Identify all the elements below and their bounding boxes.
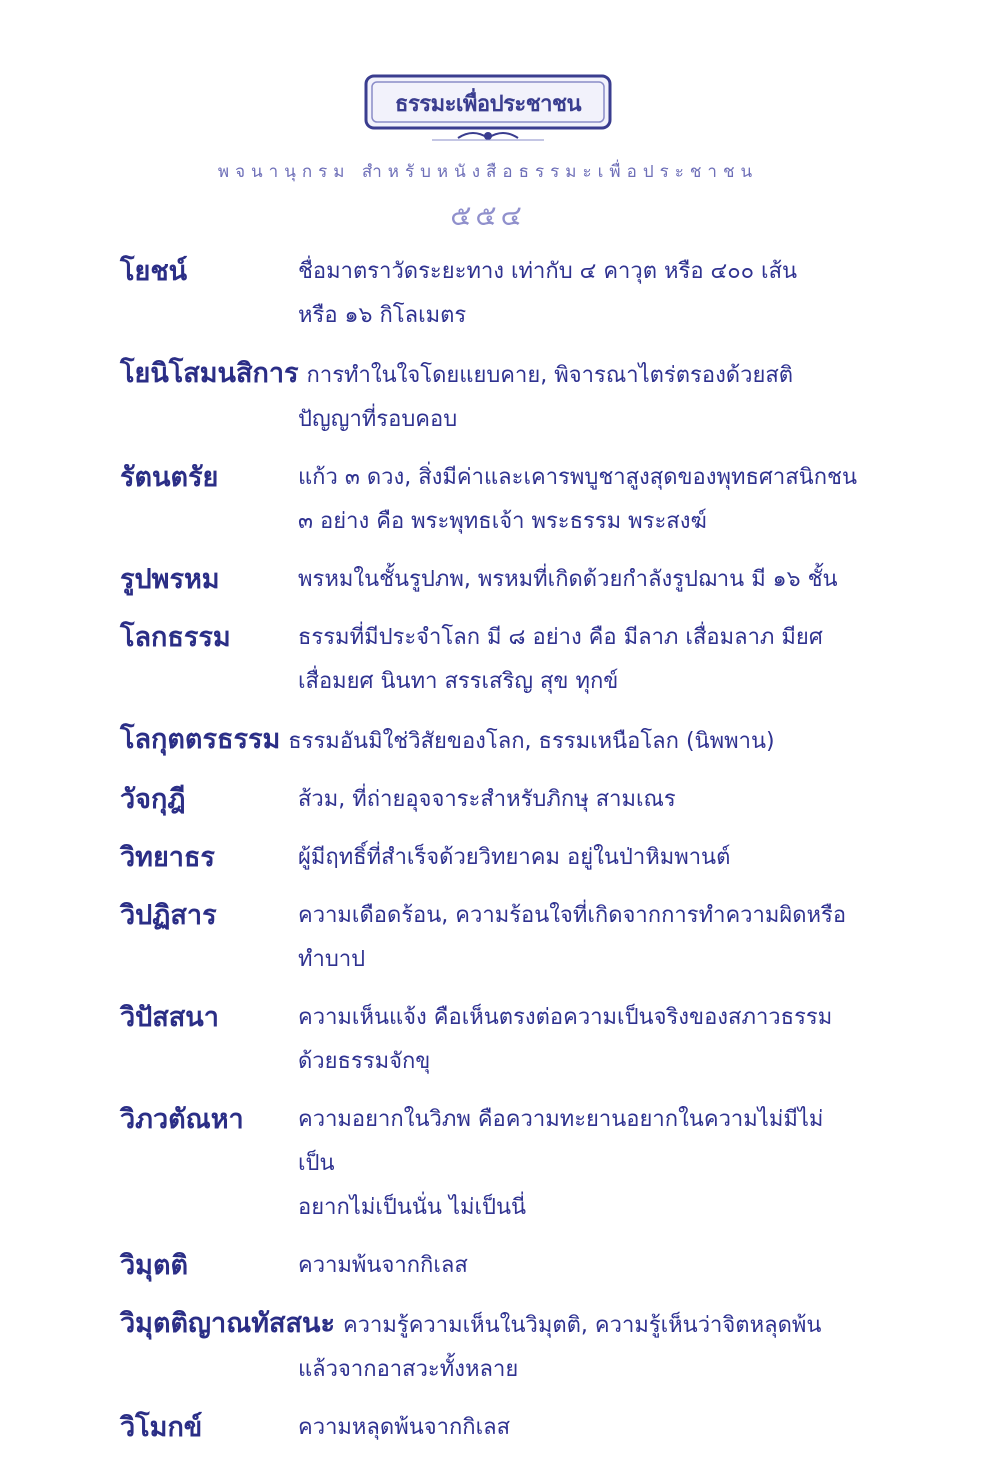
entry-definition: ความเห็นแจ้ง คือเห็นตรงต่อความเป็นจริงของสภาวธรรม ด้วยธรรมจักขุ: [298, 1005, 833, 1074]
glossary-entry: [120, 352, 860, 442]
entry-definition: แก้ว ๓ ดวง, สิ่งมีค่าและเคารพบูชาสูงสุดของพุทธศาสนิกชน ๓ อย่าง คือ พระพุทธเจ้า พระธรรม พระสงฆ์: [298, 465, 858, 534]
entry-term: วิมุตติ: [120, 1250, 189, 1281]
entry-term: โลกุตตรธรรม: [120, 724, 281, 755]
entry-definition: ความพ้นจากกิเลส: [298, 1253, 468, 1278]
glossary-entry: [120, 836, 860, 880]
glossary-entry: [120, 558, 860, 602]
page-subtitle: พจนานุกรม สำหรับหนังสือธรรมะเพื่อประชาชน: [217, 162, 759, 182]
entry-definition: ความหลุดพ้นจากกิเลส: [298, 1415, 511, 1440]
entry-term: วิปัสสนา: [120, 1002, 219, 1033]
entry-definition: ธรรมที่มีประจำโลก มี ๘ อย่าง คือ มีลาภ เสื่อมลาภ มียศ เสื่อมยศ นินทา สรรเสริญ สุข ทุกข์: [298, 625, 823, 694]
entry-term: วิปฏิสาร: [120, 900, 217, 931]
glossary-entry: [120, 616, 860, 704]
glossary-entry: [120, 1244, 860, 1288]
glossary-list: [120, 250, 860, 1464]
entry-definition: ธรรมอันมิใช่วิสัยของโลก, ธรรมเหนือโลก (นิพพาน): [288, 729, 775, 754]
entry-definition: ส้วม, ที่ถ่ายอุจจาระสำหรับภิกษุ สามเณร: [298, 787, 676, 812]
glossary-entry: [120, 778, 860, 822]
entry-definition: พรหมในชั้นรูปภพ, พรหมที่เกิดด้วยกำลังรูปฌาน มี ๑๖ ชั้น: [298, 567, 838, 592]
glossary-entry: [120, 456, 860, 544]
glossary-entry: [120, 718, 860, 764]
entry-term: โยนิโสมนสิการ: [120, 358, 299, 389]
entry-term: วิทยาธร: [120, 842, 215, 873]
entry-term: วิมุตติญาณทัสสนะ: [120, 1308, 335, 1339]
entry-term: วิภวตัณหา: [120, 1104, 244, 1135]
publication-logo: [362, 72, 614, 148]
entry-term: วัจกุฎี: [120, 784, 186, 815]
glossary-entry: [120, 894, 860, 982]
entry-term: วิโมกข์: [120, 1412, 203, 1443]
glossary-entry: [120, 1098, 860, 1230]
entry-definition: ความอยากในวิภพ คือความทะยานอยากในความไม่มีไม่เป็น อยากไม่เป็นนั่น ไม่เป็นนี่: [298, 1107, 824, 1220]
glossary-entry: [120, 1302, 860, 1392]
entry-definition-continued: แล้วจากอาสวะทั้งหลาย: [298, 1357, 519, 1382]
entry-definition: การทำในใจโดยแยบคาย, พิจารณาไตร่ตรองด้วยสติ: [306, 363, 794, 388]
page-number: ๕๕๔: [450, 199, 526, 232]
entry-term: รูปพรหม: [120, 564, 220, 595]
entry-term: รัตนตรัย: [120, 462, 219, 493]
entry-definition: ผู้มีฤทธิ์ที่สำเร็จด้วยวิทยาคม อยู่ในป่าหิมพานต์: [298, 845, 731, 870]
entry-term: โยชน์: [120, 256, 188, 287]
entry-definition-continued: ปัญญาที่รอบคอบ: [298, 407, 458, 432]
glossary-entry: [120, 996, 860, 1084]
entry-definition: ความรู้ความเห็นในวิมุตติ, ความรู้เห็นว่าจิตหลุดพ้น: [342, 1313, 822, 1338]
entry-term: โลกธรรม: [120, 622, 231, 653]
logo-text: ธรรมะเพื่อประชาชน: [395, 92, 581, 117]
entry-definition: ชื่อมาตราวัดระยะทาง เท่ากับ ๔ คาวุต หรือ ๔๐๐ เส้น หรือ ๑๖ กิโลเมตร: [298, 259, 798, 328]
glossary-entry: [120, 250, 860, 338]
entry-definition: ความเดือดร้อน, ความร้อนใจที่เกิดจากการทำความผิดหรือ ทำบาป: [298, 903, 847, 972]
glossary-entry: [120, 1406, 860, 1450]
